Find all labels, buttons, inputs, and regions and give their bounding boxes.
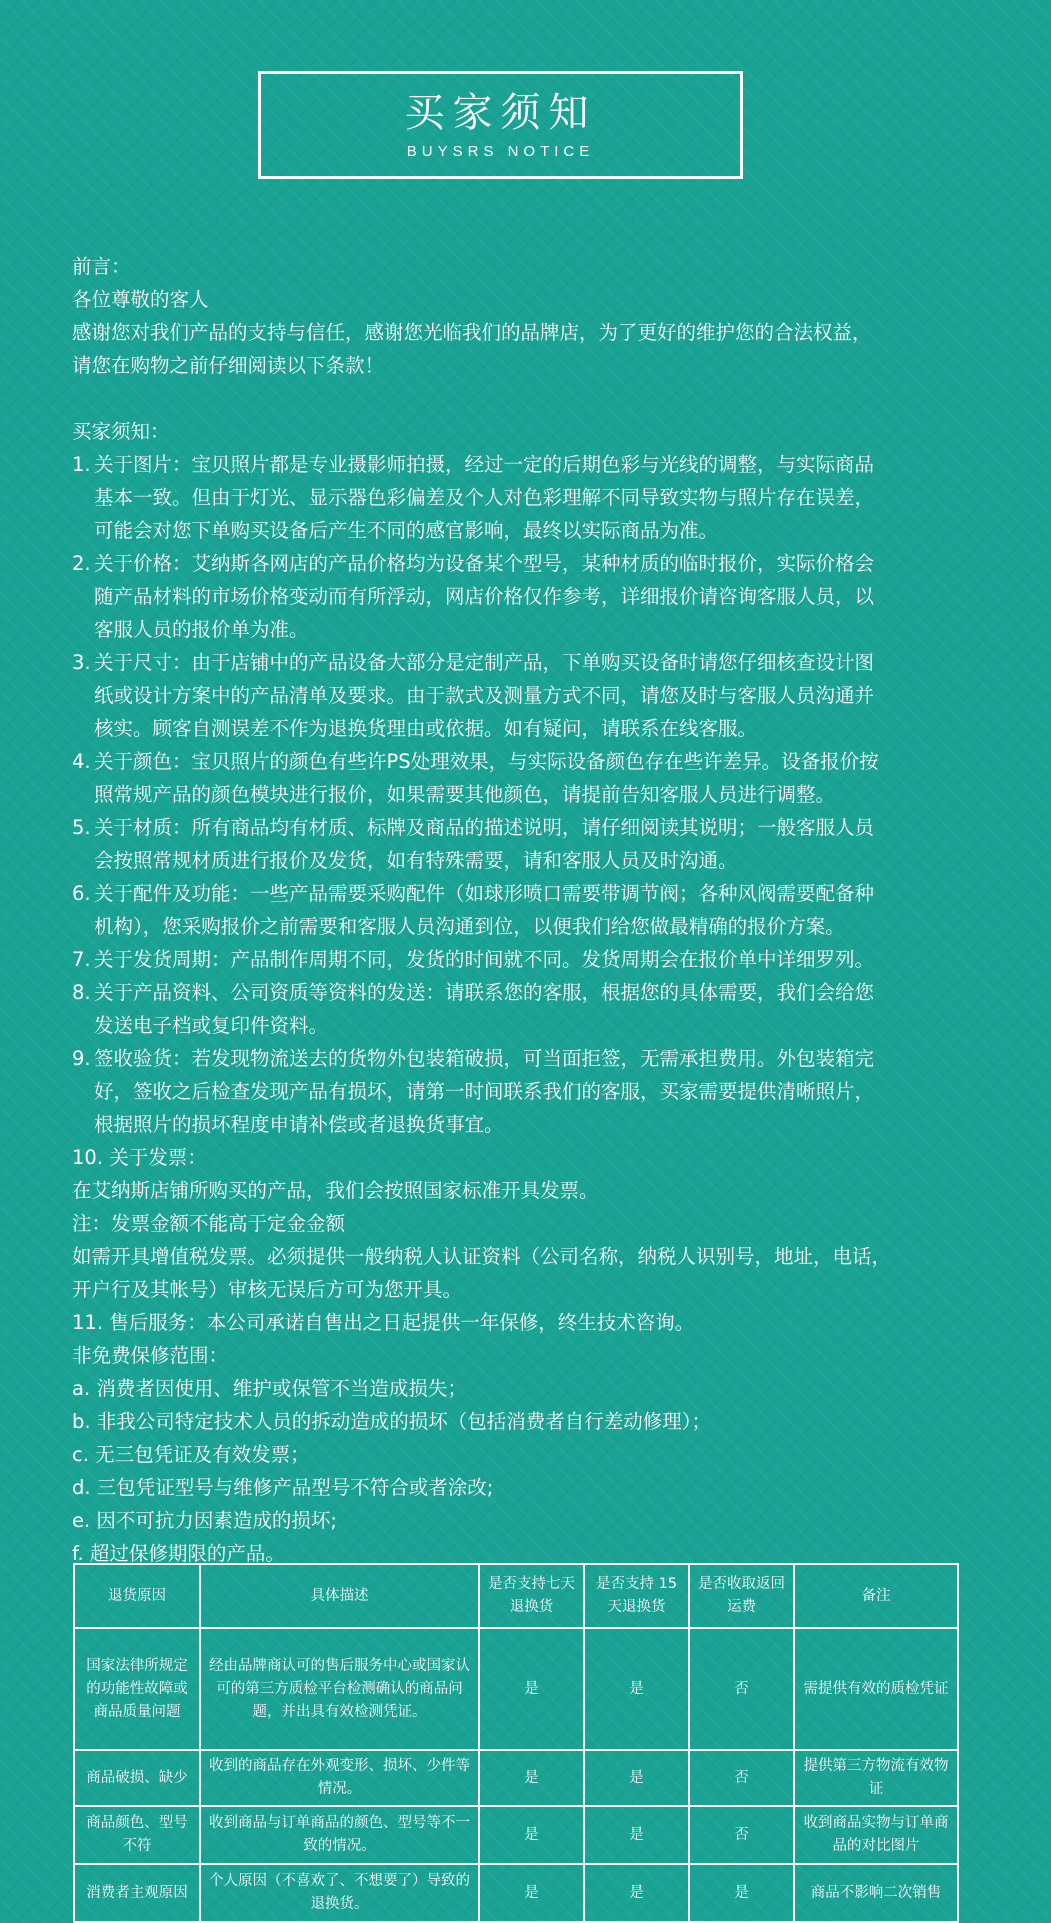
table-cell: 商品破损、缺少 <box>74 1750 200 1806</box>
exclusion-item: d. 三包凭证型号与维修产品型号不符合或者涂改; <box>72 1476 494 1499</box>
table-cell: 收到的商品存在外观变形、损坏、少件等情况。 <box>200 1750 479 1806</box>
item-line: 会按照常规材质进行报价及发货，如有特殊需要，请和客服人员及时沟通。 <box>94 849 738 872</box>
table-cell: 否 <box>689 1750 794 1806</box>
item-line: 纸或设计方案中的产品清单及要求。由于款式及测量方式不同，请您及时与客服人员沟通并 <box>94 684 875 707</box>
invoice-heading: 10. 关于发票： <box>72 1146 207 1169</box>
table-cell: 是 <box>584 1864 689 1922</box>
table-cell: 收到商品与订单商品的颜色、型号等不一致的情况。 <box>200 1806 479 1864</box>
column-header: 退货原因 <box>74 1564 200 1628</box>
item-line: 关于产品资料、公司资质等资料的发送：请联系您的客服，根据您的具体需要，我们会给您 <box>94 981 875 1004</box>
preface-line: 请您在购物之前仔细阅读以下条款！ <box>72 354 385 377</box>
page-subtitle: BUYSRS NOTICE <box>406 143 595 160</box>
table-row <box>74 1806 958 1864</box>
table-cell: 是 <box>479 1806 584 1864</box>
table-cell: 是 <box>479 1864 584 1922</box>
item-body <box>94 1042 972 1141</box>
item-number: 9. <box>72 1047 91 1070</box>
table-row <box>74 1750 958 1806</box>
notice-items <box>72 448 972 1141</box>
table-cell: 是 <box>584 1750 689 1806</box>
invoice-line: 如需开具增值税发票。必须提供一般纳税人认证资料（公司名称，纳税人识别号，地址，电话， <box>72 1245 892 1268</box>
table-cell: 是 <box>689 1864 794 1922</box>
exclusion-item: f. 超过保修期限的产品。 <box>72 1542 285 1565</box>
table-cell: 商品不影响二次销售 <box>794 1864 958 1922</box>
page-title: 买家须知 <box>404 90 597 136</box>
item-line: 客服人员的报价单为准。 <box>94 618 309 641</box>
table-cell: 是 <box>479 1750 584 1806</box>
item-number: 1. <box>72 453 91 476</box>
item-body <box>94 448 972 547</box>
notice-item <box>72 448 972 547</box>
column-header: 具体描述 <box>200 1564 479 1628</box>
item-body <box>94 811 972 877</box>
notice-item <box>72 646 972 745</box>
item-body <box>94 547 972 646</box>
table-cell: 提供第三方物流有效物证 <box>794 1750 958 1806</box>
item-number: 4. <box>72 750 91 773</box>
title-box <box>258 71 743 179</box>
item-number: 5. <box>72 816 91 839</box>
item-number: 8. <box>72 981 91 1004</box>
table-cell: 经由品牌商认可的售后服务中心或国家认可的第三方质检平台检测确认的商品问题，并出具有效检测凭证。 <box>200 1628 479 1750</box>
item-line: 随产品材料的市场价格变动而有所浮动，网店价格仅作参考，详细报价请咨询客服人员，以 <box>94 585 875 608</box>
notice-item <box>72 1042 972 1141</box>
invoice-line: 开户行及其帐号）审核无误后方可为您开具。 <box>72 1278 463 1301</box>
table-header-row <box>74 1564 958 1628</box>
item-line: 关于价格：艾纳斯各网店的产品价格均为设备某个型号，某种材质的临时报价，实际价格会 <box>94 552 875 575</box>
item-number: 6. <box>72 882 91 905</box>
notice-item <box>72 745 972 811</box>
item-line: 基本一致。但由于灯光、显示器色彩偏差及个人对色彩理解不同导致实物与照片存在误差， <box>94 486 875 509</box>
notice-item <box>72 547 972 646</box>
item-body <box>94 877 972 943</box>
notice-item <box>72 877 972 943</box>
item-number: 2. <box>72 552 91 575</box>
invoice-line: 在艾纳斯店铺所购买的产品，我们会按照国家标准开具发票。 <box>72 1179 599 1202</box>
notice-content <box>72 250 972 1570</box>
item-line: 照常规产品的颜色模块进行报价，如果需要其他颜色，请提前告知客服人员进行调整。 <box>94 783 836 806</box>
item-body <box>94 646 972 745</box>
notice-item <box>72 976 972 1042</box>
notice-heading: 买家须知： <box>72 420 170 443</box>
table-cell: 消费者主观原因 <box>74 1864 200 1922</box>
item-line: 发送电子档或复印件资料。 <box>94 1014 329 1037</box>
exclusion-item: a. 消费者因使用、维护或保管不当造成损失； <box>72 1377 467 1400</box>
table-row <box>74 1628 958 1750</box>
item-line: 关于尺寸：由于店铺中的产品设备大部分是定制产品，下单购买设备时请您仔细核查设计图 <box>94 651 875 674</box>
table-cell: 是 <box>584 1628 689 1750</box>
item-line: 可能会对您下单购买设备后产生不同的感官影响，最终以实际商品为准。 <box>94 519 719 542</box>
item-line: 好，签收之后检查发现产品有损坏，请第一时间联系我们的客服，买家需要提供清晰照片， <box>94 1080 875 1103</box>
invoice-line: 注：发票金额不能高于定金金额 <box>72 1212 346 1235</box>
notice-item <box>72 943 972 976</box>
item-number: 7. <box>72 948 91 971</box>
item-line: 签收验货：若发现物流送去的货物外包装箱破损，可当面拒签，无需承担费用。外包装箱完 <box>94 1047 875 1070</box>
item-body <box>94 943 972 976</box>
return-policy-table <box>73 1563 959 1923</box>
preface-line: 感谢您对我们产品的支持与信任，感谢您光临我们的品牌店，为了更好的维护您的合法权益， <box>72 321 872 344</box>
item-body <box>94 745 972 811</box>
table-cell: 否 <box>689 1628 794 1750</box>
table-cell: 收到商品实物与订单商品的对比图片 <box>794 1806 958 1864</box>
preface-heading: 前言： <box>72 255 131 278</box>
column-header: 备注 <box>794 1564 958 1628</box>
after-sales-heading: 11. 售后服务：本公司承诺自售出之日起提供一年保修，终生技术咨询。 <box>72 1311 695 1334</box>
item-line: 根据照片的损坏程度申请补偿或者退换货事宜。 <box>94 1113 504 1136</box>
item-line: 关于配件及功能：一些产品需要采购配件（如球形喷口需要带调节阀；各种风阀需要配备种 <box>94 882 875 905</box>
table-row <box>74 1864 958 1922</box>
spacer <box>72 382 972 415</box>
table-cell: 商品颜色、型号不符 <box>74 1806 200 1864</box>
column-header: 是否支持 15 天退换货 <box>584 1564 689 1628</box>
exclusion-item: e. 因不可抗力因素造成的损坏; <box>72 1509 337 1532</box>
column-header: 是否收取返回运费 <box>689 1564 794 1628</box>
item-body <box>94 976 972 1042</box>
item-line: 关于图片：宝贝照片都是专业摄影师拍摄，经过一定的后期色彩与光线的调整，与实际商品 <box>94 453 875 476</box>
after-sales-subheading: 非免费保修范围： <box>72 1344 229 1367</box>
item-line: 关于颜色：宝贝照片的颜色有些许PS处理效果，与实际设备颜色存在些许差异。设备报价按 <box>94 750 879 773</box>
item-line: 关于材质：所有商品均有材质、标牌及商品的描述说明，请仔细阅读其说明；一般客服人员 <box>94 816 875 839</box>
table-cell: 否 <box>689 1806 794 1864</box>
table-cell: 是 <box>584 1806 689 1864</box>
item-line: 关于发货周期：产品制作周期不同，发货的时间就不同。发货周期会在报价单中详细罗列。 <box>94 948 875 971</box>
item-line: 机构），您采购报价之前需要和客服人员沟通到位，以便我们给您做最精确的报价方案。 <box>94 915 845 938</box>
column-header: 是否支持七天退换货 <box>479 1564 584 1628</box>
table-cell: 个人原因（不喜欢了、不想要了）导致的退换货。 <box>200 1864 479 1922</box>
table-cell: 国家法律所规定的功能性故障或商品质量问题 <box>74 1628 200 1750</box>
preface-greeting: 各位尊敬的客人 <box>72 288 209 311</box>
exclusion-item: c. 无三包凭证及有效发票； <box>72 1443 310 1466</box>
notice-item <box>72 811 972 877</box>
table-cell: 是 <box>479 1628 584 1750</box>
item-line: 核实。顾客自测误差不作为退换货理由或依据。如有疑问，请联系在线客服。 <box>94 717 758 740</box>
item-number: 3. <box>72 651 91 674</box>
exclusion-item: b. 非我公司特定技术人员的拆动造成的损坏（包括消费者自行差动修理）； <box>72 1410 712 1433</box>
table-cell: 需提供有效的质检凭证 <box>794 1628 958 1750</box>
